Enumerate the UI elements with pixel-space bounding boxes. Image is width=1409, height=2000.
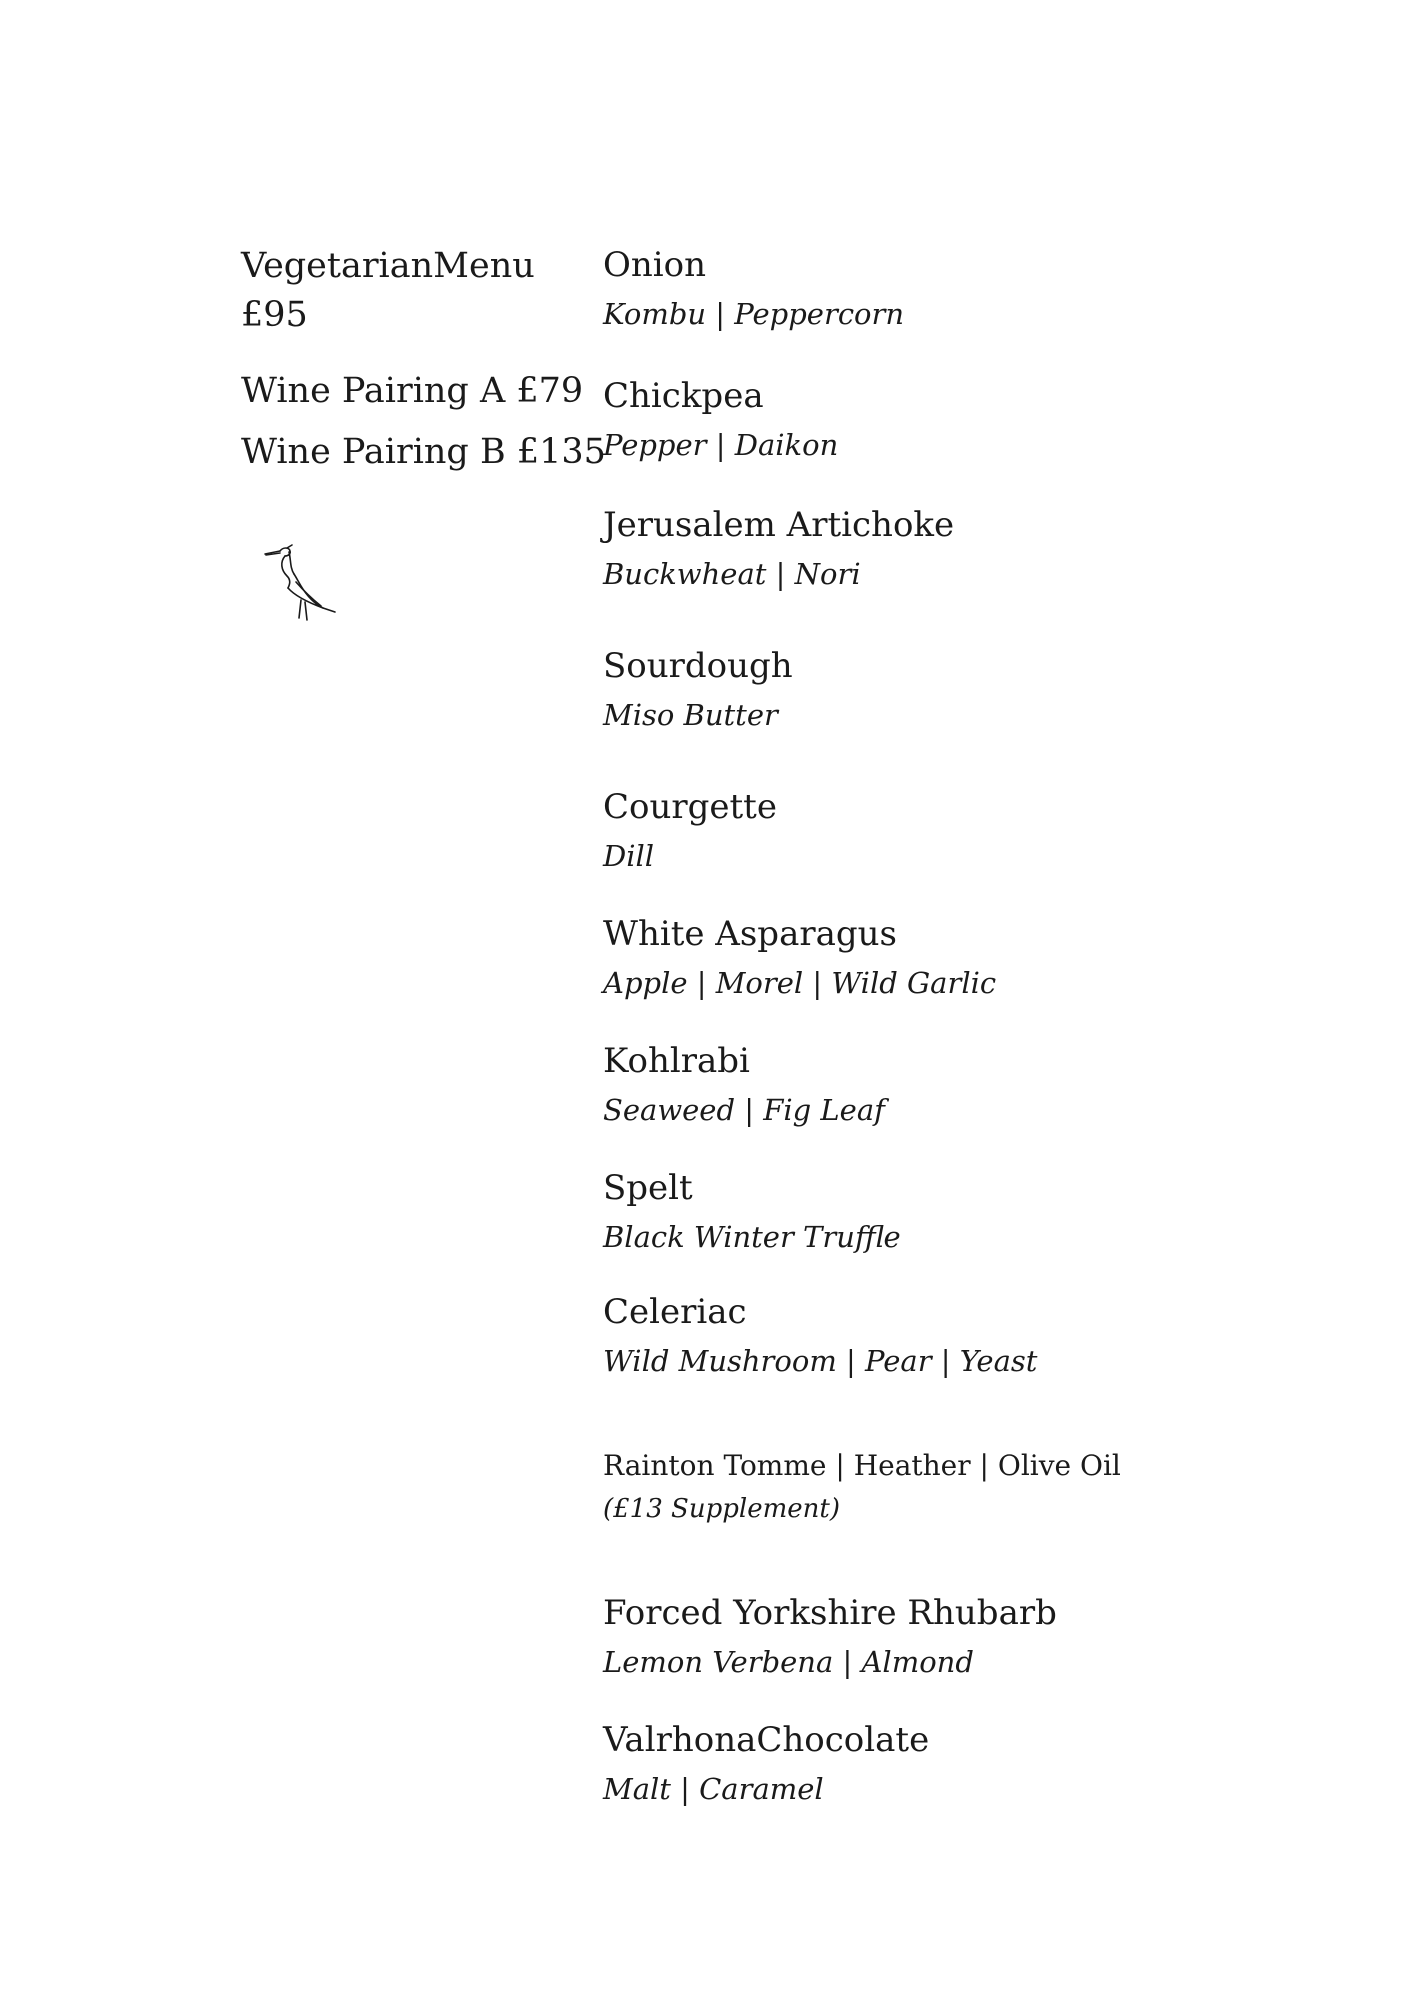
course-description: Black Winter Truffle	[603, 1220, 901, 1254]
menu-price: £95	[241, 295, 308, 335]
heron-icon	[263, 540, 345, 622]
course-name: Kohlrabi	[603, 1041, 750, 1081]
course-name: Spelt	[603, 1168, 693, 1208]
course-description: Miso Butter	[603, 698, 778, 732]
course-description: Buckwheat | Nori	[603, 557, 861, 591]
course-item	[603, 246, 904, 331]
course-name: Chickpea	[603, 376, 764, 416]
course-description: Seaweed | Fig Leaf	[603, 1093, 885, 1127]
course-name: Rainton Tomme | Heather | Olive Oil	[603, 1449, 1121, 1482]
course-name: ValrhonaChocolate	[603, 1720, 930, 1760]
supplement-note: (£13 Supplement)	[603, 1494, 840, 1524]
course-description: Dill	[603, 839, 655, 873]
course-item	[603, 1169, 901, 1254]
course-name: Courgette	[603, 787, 777, 827]
course-description: Lemon Verbena | Almond	[603, 1645, 974, 1679]
course-description: Malt | Caramel	[603, 1772, 824, 1806]
course-description: Pepper | Daikon	[603, 428, 839, 462]
course-description: Apple | Morel | Wild Garlic	[603, 966, 997, 1000]
wine-pairing-a: Wine Pairing A £79	[241, 371, 584, 411]
course-description: Wild Mushroom | Pear | Yeast	[603, 1344, 1038, 1378]
course-name: Sourdough	[603, 646, 793, 686]
course-item	[603, 915, 996, 1000]
course-item	[603, 1042, 885, 1127]
course-name: Celeriac	[603, 1292, 747, 1332]
course-item	[603, 1721, 929, 1806]
course-name: Onion	[603, 245, 707, 285]
course-description: Kombu | Peppercorn	[603, 297, 905, 331]
course-item-cheese	[603, 1450, 1121, 1524]
course-name: Forced Yorkshire Rhubarb	[603, 1593, 1057, 1633]
wine-pairing-b: Wine Pairing B £135	[241, 432, 606, 472]
course-item	[603, 1594, 1057, 1679]
course-item	[603, 1293, 1037, 1378]
menu-title: VegetarianMenu	[241, 246, 535, 286]
course-name: White Asparagus	[603, 914, 897, 954]
course-item	[603, 788, 777, 873]
course-item	[603, 506, 954, 591]
course-name: Jerusalem Artichoke	[603, 505, 955, 545]
course-item	[603, 647, 793, 732]
course-item	[603, 377, 838, 462]
